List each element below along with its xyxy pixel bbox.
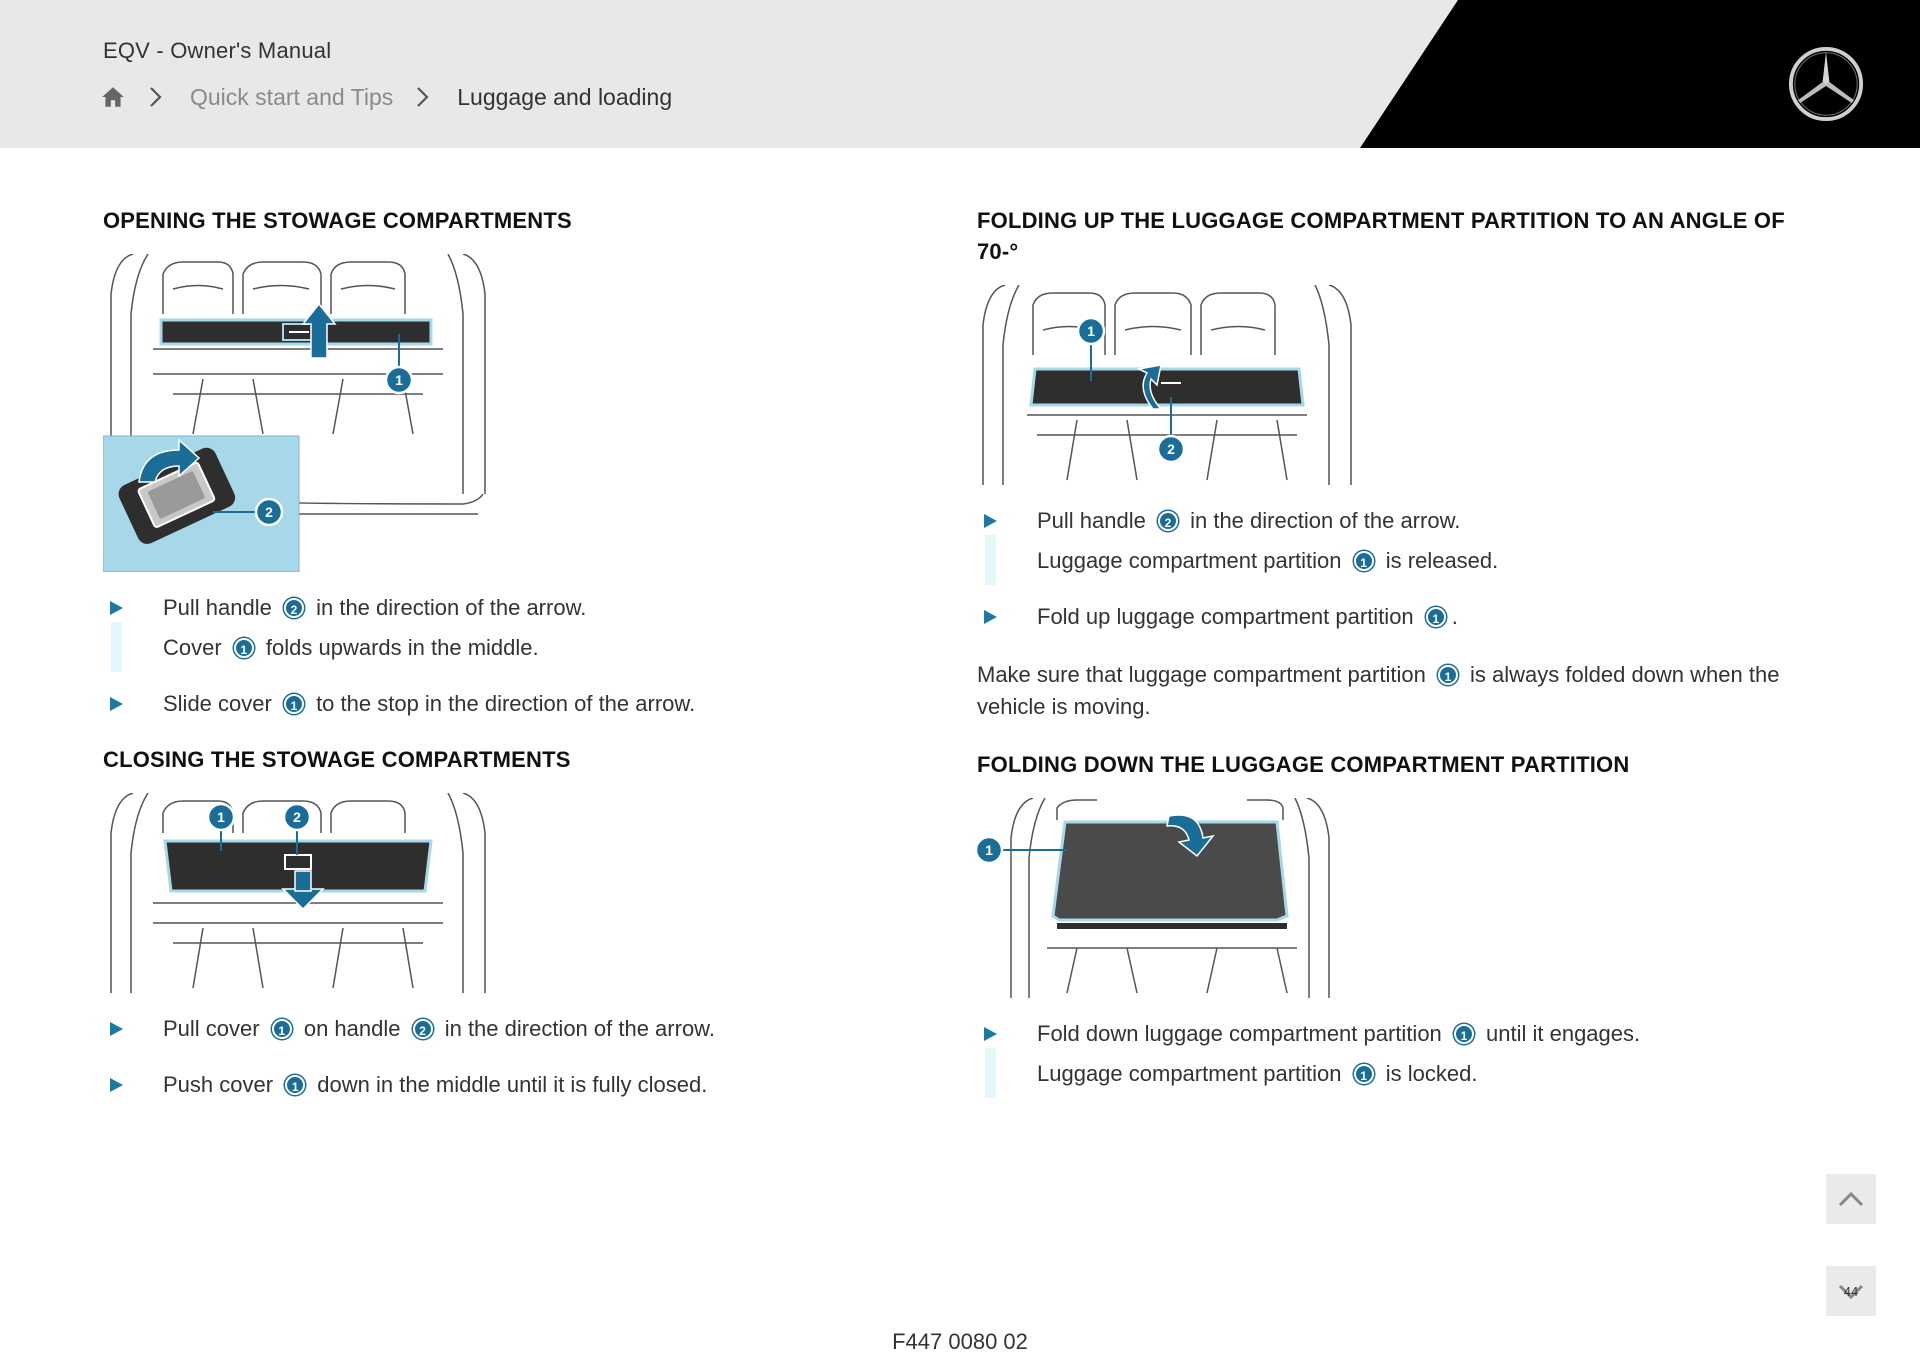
callout-badge-icon: 1 (1454, 1024, 1474, 1044)
callout-badge-icon: 1 (1354, 551, 1374, 571)
step-text: Push cover 1 down in the middle until it is fully closed. (163, 1072, 708, 1097)
step-item (977, 1014, 1797, 1094)
result-bar (985, 1048, 996, 1098)
step-result-text: Luggage compartment partition 1 is locked. (1037, 1061, 1478, 1086)
step-item (977, 597, 1797, 637)
section-heading-folding-up: FOLDING UP THE LUGGAGE COMPARTMENT PARTITION TO AN ANGLE OF 70-° (977, 208, 1785, 264)
step-text: Fold up luggage compartment partition 1 . (1037, 604, 1458, 629)
step-arrow-icon (110, 697, 123, 711)
steps-folding-down (977, 1014, 1797, 1094)
callout-badge-icon: 1 (1354, 1064, 1374, 1084)
breadcrumb-link-quick-start[interactable]: Quick start and Tips (190, 83, 394, 110)
steps-folding-up (977, 501, 1797, 637)
step-item (977, 501, 1797, 581)
safety-note: Make sure that luggage compartment partition 1 is always folded down when the vehicle is moving. (977, 662, 1780, 719)
callout-badge-icon: 1 (234, 638, 254, 658)
callout-badge-icon: 2 (284, 598, 304, 618)
page-header (0, 0, 1920, 148)
illustration-folding-up-partition (977, 285, 1357, 485)
illustration-folding-down-partition (977, 798, 1357, 998)
step-text: Pull handle 2 in the direction of the arrow. (163, 595, 587, 620)
breadcrumb-current: Luggage and loading (457, 83, 673, 110)
step-text: Pull handle 2 in the direction of the arrow. (1037, 508, 1461, 533)
callout-1: 1 (395, 372, 403, 388)
right-column (977, 205, 1797, 1094)
result-bar (985, 535, 996, 585)
callout-2: 2 (265, 504, 273, 520)
callout-badge-icon: 1 (1438, 665, 1458, 685)
result-bar (111, 622, 122, 672)
step-text: Pull cover 1 on handle 2 in the direction of the arrow. (163, 1016, 715, 1041)
step-arrow-icon (984, 610, 997, 624)
callout-badge-icon: 1 (284, 694, 304, 714)
steps-closing (103, 1009, 933, 1105)
section-heading-folding-down: FOLDING DOWN THE LUGGAGE COMPARTMENT PARTITION (977, 752, 1630, 777)
step-text: Slide cover 1 to the stop in the direction of the arrow. (163, 691, 696, 716)
step-result-text: Cover 1 folds upwards in the middle. (163, 635, 539, 660)
callout-badge-icon: 1 (272, 1019, 292, 1039)
chevron-up-icon (1826, 1174, 1876, 1224)
manual-title: EQV - Owner's Manual (103, 38, 332, 63)
mercedes-star-logo (1787, 45, 1865, 123)
callout-1: 1 (985, 842, 993, 858)
section-heading-closing: CLOSING THE STOWAGE COMPARTMENTS (103, 747, 571, 772)
chevron-right-icon (415, 85, 431, 109)
callout-badge-icon: 2 (1158, 511, 1178, 531)
step-arrow-icon (984, 1027, 997, 1041)
section-heading-opening: OPENING THE STOWAGE COMPARTMENTS (103, 208, 572, 233)
step-item (103, 588, 933, 668)
left-column (103, 205, 933, 1105)
callout-2: 2 (293, 809, 301, 825)
callout-1: 1 (217, 809, 225, 825)
breadcrumb (100, 80, 672, 114)
scroll-up-button[interactable] (1826, 1174, 1876, 1224)
callout-badge-icon: 1 (1426, 607, 1446, 627)
illustration-opening-stowage (103, 254, 493, 572)
step-item (103, 684, 933, 724)
step-arrow-icon (110, 1078, 123, 1092)
step-result-text: Luggage compartment partition 1 is released. (1037, 548, 1499, 573)
illustration-closing-stowage (103, 793, 493, 993)
step-item (103, 1065, 933, 1105)
step-arrow-icon (110, 601, 123, 615)
callout-badge-icon: 1 (285, 1075, 305, 1095)
step-arrow-icon (984, 514, 997, 528)
step-arrow-icon (110, 1022, 123, 1036)
callout-1: 1 (1087, 323, 1095, 339)
step-item (103, 1009, 933, 1049)
chevron-right-icon (148, 85, 164, 109)
home-icon[interactable] (100, 84, 126, 110)
scroll-down-button[interactable] (1826, 1266, 1876, 1316)
figure-code: F447 0080 02 (892, 1329, 1028, 1354)
step-text: Fold down luggage compartment partition 1 until it engages. (1037, 1021, 1641, 1046)
callout-2: 2 (1167, 441, 1175, 457)
steps-opening (103, 588, 933, 724)
callout-badge-icon: 2 (413, 1019, 433, 1039)
page-number: 44 (1843, 1284, 1859, 1299)
